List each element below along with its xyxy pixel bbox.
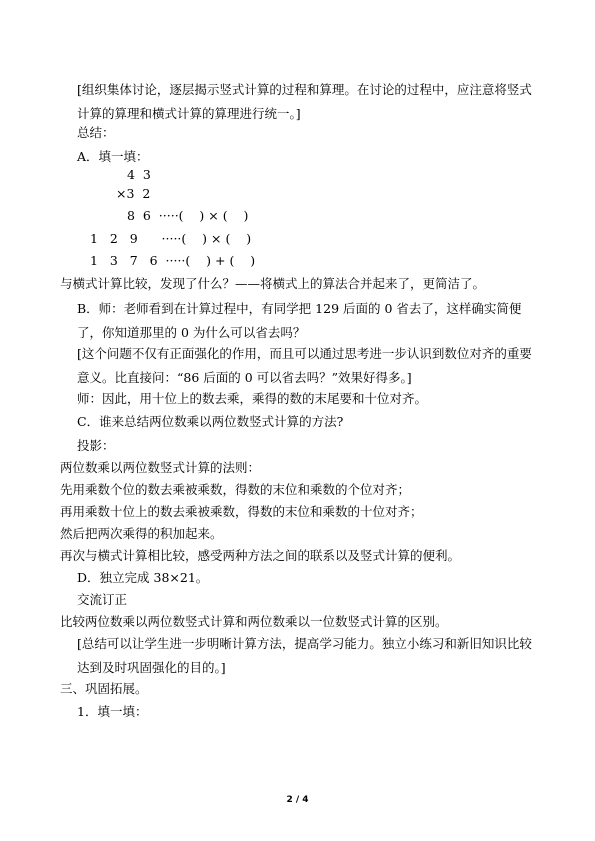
calc-row-2: ×3 2 xyxy=(116,186,151,201)
paragraph-summary-heading: 总结： xyxy=(77,125,115,140)
paragraph-rule-2: 再用乘数十位上的数去乘被乘数，得数的末位和乘数的十位对齐； xyxy=(60,504,423,519)
calc-row-5: 1 3 7 6 ·····( ) + ( ) xyxy=(90,253,256,268)
paragraph-compare-again: 再次与横式计算相比较，感受两种方法之间的联系以及竖式计算的便利。 xyxy=(60,548,461,563)
paragraph-b-question xyxy=(77,297,538,345)
paragraph-b-text: B．师：老师看到在计算过程中，有同学把 129 后面的 0 省去了，这样确实简便了，你知道那里的 0 为什么可以省去吗？ xyxy=(77,301,522,340)
paragraph-rule-heading: 两位数乘以两位数竖式计算的法则： xyxy=(60,460,261,475)
paragraph-note-alignment: [这个问题不仅有正面强化的作用，而且可以通过思考进一步认识到数位对齐的重要意义。比直接问：“86 后面的 0 可以省去吗？”效果好得多。] xyxy=(77,346,532,385)
calc-row-1: 4 3 xyxy=(127,167,151,182)
paragraph-note-summary: [总结可以让学生进一步明晰计算方法，提高学习能力。独立小练习和新旧知识比较达到及时巩固强化的目的。] xyxy=(77,636,532,675)
page-number: 2 / 4 xyxy=(286,795,309,805)
paragraph-discussion: [组织集体讨论，逐层揭示竖式计算的过程和算理。在讨论的过程中，应注意将竖式计算的算理和横式计算的算理进行统一。] xyxy=(77,82,532,121)
paragraph-projection: 投影： xyxy=(77,438,115,453)
paragraph-rule-3: 然后把两次乘得的积加起来。 xyxy=(60,526,223,541)
paragraph-correction: 交流订正 xyxy=(77,592,128,607)
paragraph-difference: 比较两位数乘以两位数竖式计算和两位数乘以一位数竖式计算的区别。 xyxy=(60,614,448,629)
paragraph-teacher: 师：因此，用十位上的数去乘，乘得的数的末尾要和十位对齐。 xyxy=(77,391,428,406)
paragraph-d-exercise: D．独立完成 38×21。 xyxy=(77,570,209,585)
paragraph-c-question: C．谁来总结两位数乘以两位数竖式计算的方法? xyxy=(77,414,344,429)
paragraph-compare: 与横式计算比较，发现了什么？——将横式上的算法合并起来了，更简洁了。 xyxy=(60,276,486,291)
paragraph-fill-in-a: A．填一填： xyxy=(77,149,149,164)
paragraph-rule-1: 先用乘数个位的数去乘被乘数，得数的末位和乘数的个位对齐； xyxy=(60,482,411,497)
calc-row-4: 1 2 9 ·····( ) × ( ) xyxy=(90,231,252,246)
paragraph-exercise-1: 1．填一填： xyxy=(77,704,148,719)
calc-row-3: 8 6 ·····( ) × ( ) xyxy=(127,208,249,223)
section-heading-consolidate: 三、巩固拓展。 xyxy=(60,681,148,696)
